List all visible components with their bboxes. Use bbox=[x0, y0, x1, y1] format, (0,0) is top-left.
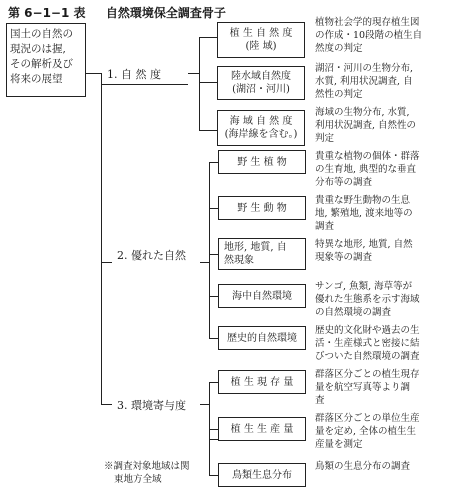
item-landforms bbox=[218, 238, 306, 270]
root-line: 国土の自然の bbox=[10, 28, 73, 40]
description-line: びついた自然環境の調査 bbox=[315, 351, 420, 362]
item-wild-animals bbox=[218, 196, 306, 220]
connector bbox=[199, 37, 217, 38]
item-description bbox=[315, 106, 443, 145]
description-line: 群落区分ごとの植生現存 bbox=[315, 369, 420, 380]
item-freshwater-naturalness bbox=[217, 66, 305, 100]
connector bbox=[199, 37, 200, 131]
item-sub: (陸 域) bbox=[245, 41, 277, 52]
category-label: 3. 環境寄与度 bbox=[117, 399, 186, 412]
description-line: 分布等の調査 bbox=[315, 177, 373, 188]
item-description bbox=[315, 368, 443, 407]
description-line: 然性の判定 bbox=[315, 89, 363, 100]
category-1 bbox=[102, 65, 188, 85]
connector bbox=[209, 382, 218, 383]
footnote bbox=[104, 460, 190, 486]
description-line: 水質, 利用状況調査, 自 bbox=[315, 76, 413, 87]
item-sub: (海岸線を含む。) bbox=[224, 129, 298, 140]
connector bbox=[199, 130, 217, 131]
root-line: 現況のは握, bbox=[10, 43, 66, 55]
connector bbox=[209, 475, 218, 476]
connector bbox=[209, 208, 218, 209]
table-number: 第 6−1−1 表 bbox=[8, 6, 86, 20]
description-line: 活・生産様式と密接に結 bbox=[315, 338, 420, 349]
root-line: 将来の展望 bbox=[10, 73, 63, 85]
description-line: 海域の生物分布, 水質, bbox=[315, 107, 410, 118]
connector bbox=[101, 73, 102, 404]
connector bbox=[209, 429, 218, 430]
item-historical-environment bbox=[218, 326, 306, 350]
item-main: 陸水域自然度 bbox=[231, 71, 291, 82]
description-line: 査 bbox=[315, 395, 325, 406]
description-line: 量を定め, 全体の植生生 bbox=[315, 426, 417, 437]
item-main: 野 生 動 物 bbox=[237, 202, 287, 214]
root-line: その解析及び bbox=[10, 58, 73, 70]
footnote-line: ※調査対象地域は関 bbox=[104, 461, 190, 472]
description-line: 地, 繁殖地, 渡来地等の bbox=[315, 208, 413, 219]
description-line: 量を航空写真等より調 bbox=[315, 382, 411, 393]
item-vegetation-biomass bbox=[218, 370, 306, 394]
item-main: 植 生 自 然 度 bbox=[229, 28, 293, 39]
description-line: 鳥類の生息分布の調査 bbox=[315, 461, 411, 472]
table-title bbox=[8, 4, 226, 21]
item-description bbox=[315, 238, 443, 264]
connector bbox=[199, 82, 217, 83]
description-line: 産量を測定 bbox=[315, 439, 363, 450]
category-3 bbox=[112, 396, 200, 416]
category-2 bbox=[112, 246, 200, 266]
description-line: 貴重な野生動物の生息 bbox=[315, 195, 411, 206]
table-title-text: 自然環境保全調査骨子 bbox=[105, 6, 226, 20]
description-line: 群落区分ごとの単位生産 bbox=[315, 413, 420, 424]
item-description bbox=[315, 16, 443, 55]
item-main: 野 生 植 物 bbox=[237, 156, 287, 168]
connector bbox=[101, 404, 112, 405]
connector bbox=[209, 162, 218, 163]
item-main: 海中自然環境 bbox=[232, 290, 292, 302]
description-line: 特異な地形, 地質, 自然 bbox=[315, 239, 413, 250]
connector bbox=[209, 296, 218, 297]
item-sub: (湖沼・河川) bbox=[232, 84, 290, 95]
item-description bbox=[315, 62, 443, 101]
connector bbox=[86, 73, 102, 74]
footnote-line: 東地方全域 bbox=[114, 474, 162, 485]
description-line: の自然環境の調査 bbox=[315, 307, 392, 318]
item-vegetation-productivity bbox=[218, 417, 306, 441]
item-main: 地形, 地質, 自 bbox=[224, 242, 287, 253]
item-main: 海 域 自 然 度 bbox=[229, 116, 293, 127]
description-line: 湖沼・河川の生物分布, bbox=[315, 63, 414, 74]
category-label: 2. 優れた自然 bbox=[117, 249, 186, 262]
description-line: 調査 bbox=[315, 221, 335, 232]
category-label: 1. 自 然 度 bbox=[107, 68, 161, 81]
connector bbox=[209, 338, 218, 339]
description-line: サンゴ, 魚類, 海草等が bbox=[315, 281, 413, 292]
item-description bbox=[315, 412, 443, 451]
item-description bbox=[315, 460, 443, 473]
item-description bbox=[315, 280, 443, 319]
connector bbox=[209, 382, 210, 439]
connector bbox=[209, 439, 210, 475]
description-line: の生育地, 典型的な垂直 bbox=[315, 164, 417, 175]
description-line: 優れた生態系を示す海域 bbox=[315, 294, 420, 305]
description-line: 現象等の調査 bbox=[315, 252, 373, 263]
item-marine-naturalness bbox=[217, 110, 305, 146]
description-line: 歴史的文化財や過去の生 bbox=[315, 325, 420, 336]
item-main: 植 生 現 存 量 bbox=[230, 376, 294, 388]
item-sub: 然現象 bbox=[224, 255, 254, 266]
description-line: 判定 bbox=[315, 133, 335, 144]
description-line: の作成・10段階の植生自 bbox=[315, 30, 423, 41]
connector bbox=[209, 254, 218, 255]
item-main: 植 生 生 産 量 bbox=[230, 423, 294, 435]
description-line: 植物社会学的現存植生図 bbox=[315, 17, 420, 28]
connector bbox=[101, 262, 112, 263]
item-description bbox=[315, 324, 443, 363]
item-wild-plants bbox=[218, 150, 306, 174]
connector bbox=[209, 439, 218, 440]
item-undersea-environment bbox=[218, 284, 306, 308]
description-line: 利用状況調査, 自然性の bbox=[315, 120, 417, 131]
item-vegetation-naturalness bbox=[217, 22, 305, 58]
item-description bbox=[315, 194, 443, 233]
connector bbox=[209, 162, 210, 338]
item-description bbox=[315, 150, 443, 189]
item-main: 歴史的自然環境 bbox=[227, 332, 297, 344]
description-line: 貴重な植物の個体・群落 bbox=[315, 151, 420, 162]
root-box bbox=[6, 23, 86, 97]
description-line: 然度の判定 bbox=[315, 43, 363, 54]
item-main: 鳥類生息分布 bbox=[232, 469, 292, 481]
item-bird-distribution bbox=[218, 463, 306, 487]
